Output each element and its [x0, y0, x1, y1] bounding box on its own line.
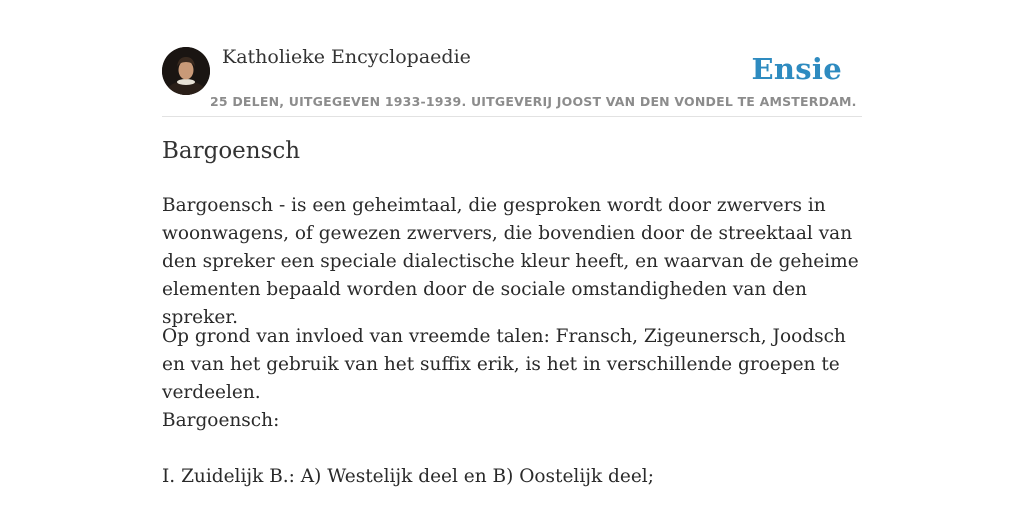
article-paragraph: Bargoensch - is een geheimtaal, die gesproken wordt door zwervers in woonwagens, of gewezen zwervers, die bovendien door de streektaal van den spreker een speciale dialectische kleur heeft, en waarvan de geheime elementen bepaald worden door de sociale omstandigheden van den spreker. [162, 195, 859, 328]
page [162, 0, 862, 512]
site-header [162, 0, 862, 117]
brand-logo[interactable]: Ensie [751, 52, 842, 86]
portrait-avatar-icon[interactable] [162, 47, 210, 95]
source-title[interactable]: Katholieke Encyclopaedie [222, 46, 471, 68]
article-title: Bargoensch [162, 138, 301, 164]
source-subtitle: 25 DELEN, UITGEGEVEN 1933-1939. UITGEVERIJ JOOST VAN DEN VONDEL TE AMSTERDAM. [210, 94, 857, 109]
article-paragraph: I. Zuidelijk B.: A) Westelijk deel en B) Oostelijk deel; [162, 466, 654, 487]
article-paragraph: Bargoensch: [162, 410, 280, 431]
article-paragraph: Op grond van invloed van vreemde talen: Fransch, Zigeunersch, Joodsch en van het gebruik van het suffix erik, is het in verschillende groepen te verdeelen. [162, 326, 846, 403]
